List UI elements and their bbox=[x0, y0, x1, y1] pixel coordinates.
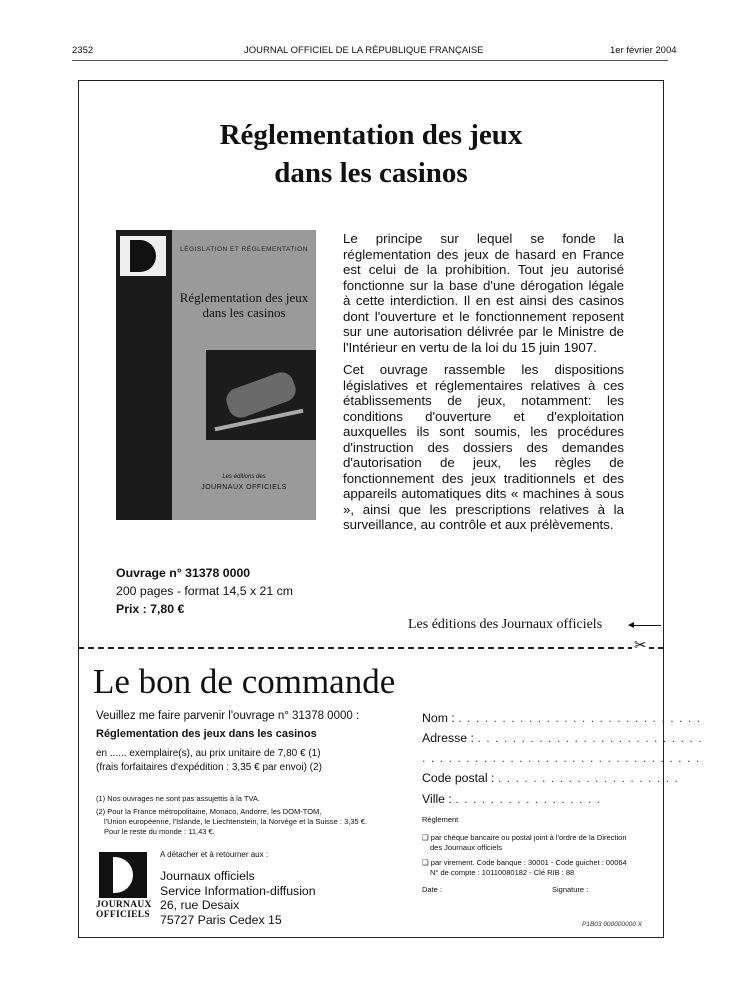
cheque-line-2: des Journaux officiels bbox=[430, 843, 502, 852]
ouvrage-number: Ouvrage n° 31378 0000 bbox=[116, 566, 251, 580]
nom-field[interactable] bbox=[422, 711, 702, 725]
virement-line-2: N° de compte : 10110080182 - Clé RIB : 88 bbox=[430, 868, 575, 877]
footnotes bbox=[96, 794, 406, 837]
nom-label: Nom : bbox=[422, 711, 455, 725]
cover-title-line-2: dans les casinos bbox=[202, 305, 286, 320]
journaux-officiels-logo bbox=[96, 852, 150, 922]
adresse-dotted-line: . . . . . . . . . . . . . . . . . . . . . . . . . . bbox=[477, 731, 703, 745]
ville-field[interactable] bbox=[422, 792, 652, 806]
payment-cheque-option[interactable] bbox=[422, 833, 652, 853]
roulette-photo bbox=[206, 350, 316, 440]
address-line-3: 26, rue Desaix bbox=[160, 898, 240, 912]
footer-code: P1B03 000000000 X bbox=[582, 921, 642, 928]
signature-field[interactable]: Signature : bbox=[552, 885, 589, 894]
footnote-1: (1) Nos ouvrages ne sont pas assujettis à la TVA. bbox=[96, 794, 260, 803]
virement-line-1: ❑ par virement. Code banque : 30001 - Code guichet : 00064 bbox=[422, 858, 627, 867]
cover-title bbox=[172, 290, 316, 320]
left-arrow-icon bbox=[629, 625, 661, 626]
address-line-2: Service Information-diffusion bbox=[160, 883, 316, 898]
adresse-dotted-line-2: . . . . . . . . . . . . . . . . . . . . . . . . . . . . . . . . bbox=[422, 751, 701, 765]
cut-line bbox=[78, 647, 664, 649]
order-book-title: Réglementation des jeux dans les casinos bbox=[96, 728, 317, 740]
title-line-1: Réglementation des jeux bbox=[219, 119, 523, 151]
code-postal-field[interactable] bbox=[422, 771, 679, 785]
jo-mark-icon bbox=[99, 852, 147, 898]
address-line-4: 75727 Paris Cedex 15 bbox=[160, 912, 282, 927]
logo-line-1: JOURNAUX bbox=[96, 900, 152, 910]
cover-category: LÉGISLATION ET RÉGLEMENTATION bbox=[180, 246, 308, 253]
logo-line-2: OFFICIELS bbox=[96, 910, 150, 920]
adresse-label: Adresse : bbox=[422, 731, 474, 745]
code-postal-dotted-line: . . . . . . . . . . . . . . . . . . . . . bbox=[497, 771, 679, 785]
adresse-field[interactable] bbox=[422, 731, 703, 745]
return-address bbox=[160, 869, 316, 927]
announcement-title bbox=[80, 116, 662, 192]
shipping-line: (frais forfaitaires d'expédition : 3,35 € par envoi) (2) bbox=[96, 762, 322, 773]
footnote-2c: Pour le reste du monde : 11,43 €. bbox=[104, 827, 215, 836]
logo-text bbox=[96, 900, 150, 920]
footnote-2a: (2) Pour la France métropolitaine, Monaco, Andorre, les DOM-TOM, bbox=[96, 807, 322, 816]
pages-format: 200 pages - format 14,5 x 21 cm bbox=[116, 584, 294, 598]
payment-virement-option[interactable] bbox=[422, 858, 652, 878]
adresse-field-line-2[interactable] bbox=[422, 751, 701, 765]
cover-title-line-1: Réglementation des jeux bbox=[179, 290, 309, 305]
cover-publisher-small: Les éditions des bbox=[222, 474, 266, 480]
nom-dotted-line: . . . . . . . . . . . . . . . . . . . . . . . . . . . . bbox=[458, 711, 702, 725]
order-request: Veuillez me faire parvenir l'ouvrage n° 31378 0000 : bbox=[96, 710, 360, 722]
detach-instruction: A détacher et à retourner aux : bbox=[160, 850, 269, 859]
scissors-icon: ✂ bbox=[634, 637, 647, 654]
journal-title: JOURNAL OFFICIEL DE LA RÉPUBLIQUE FRANÇAISE bbox=[244, 45, 484, 56]
description bbox=[343, 231, 624, 540]
book-reference bbox=[116, 564, 293, 618]
address-line-1: Journaux officiels bbox=[160, 869, 255, 883]
paragraph-1: Le principe sur lequel se fonde la réglementation des jeux de hasard en France est celui de la prohibition. Tout jeu autorisé fonctionne sur la base d'une dérogation légale à cette interdiction. Il en est ainsi des casinos dont l'ouverture et le fonctionnement reposent sur une autorisation délivrée par le Ministre de l'Intérieur en vertu de la loi du 15 juin 1907. bbox=[343, 231, 624, 355]
title-line-2: dans les casinos bbox=[274, 157, 468, 189]
cheque-line-1: ❑ par chèque bancaire ou postal joint à l'ordre de la Direction bbox=[422, 833, 627, 842]
price: Prix : 7,80 € bbox=[116, 602, 185, 616]
order-details bbox=[96, 710, 396, 773]
jo-logo-icon bbox=[120, 236, 166, 276]
header-rule bbox=[72, 60, 668, 61]
page-number: 2352 bbox=[72, 45, 94, 56]
paragraph-2: Cet ouvrage rassemble les dispositions législatives et réglementaires relatives à ces établissements de jeux, notamment: les conditions d'ouverture et d'exploitation auxquelles ils sont soumis, les procédures d'instruction des dossiers des demandes d'autorisation de jeux, les règles de fonctionnement des jeux traditionnels et des appareils automatiques dits « machines à sous », ainsi que les prescriptions relatives à la surveillance, au contrôle et aux prélèvements. bbox=[343, 362, 624, 532]
quantity-line[interactable]: en ...... exemplaire(s), au prix unitaire de 7,80 € (1) bbox=[96, 748, 321, 759]
editions-label: Les éditions des Journaux officiels bbox=[408, 617, 603, 632]
footnote-2b: l'Union européenne, l'Islande, le Liechtenstein, la Norvège et la Suisse : 3,35 €. bbox=[104, 817, 368, 826]
ville-dotted-line: . . . . . . . . . . . . . . . . . bbox=[455, 792, 602, 806]
order-form-title: Le bon de commande bbox=[93, 662, 396, 701]
cover-publisher: JOURNAUX OFFICIELS bbox=[201, 484, 287, 491]
ville-label: Ville : bbox=[422, 792, 452, 806]
reglement-label: Règlement bbox=[422, 815, 459, 824]
date-field[interactable]: Date : bbox=[422, 885, 443, 894]
code-postal-label: Code postal : bbox=[422, 771, 495, 785]
issue-date: 1er février 2004 bbox=[610, 45, 677, 56]
book-cover-image bbox=[116, 230, 316, 520]
